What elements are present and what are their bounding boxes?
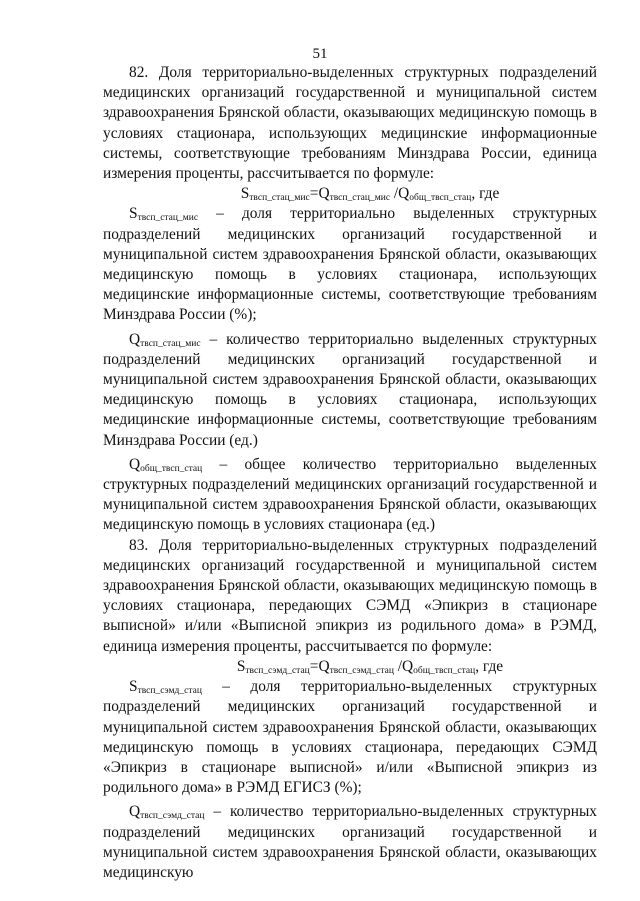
item-82-definition-q-total: $Q_{общ\_твсп\_стац}$ – общее количество территориально выделенных структурных подразделений медицинских организаций государственной и муниципальной систем здравоохранения Брянской области, оказывающих медицинскую помощь в условиях стационара (ед.) [103,455,597,534]
item-82-definition-s: $S_{твсп\_стац\_мис}$ – доля территориально выделенных структурных подразделений медицинских организаций государственной и муниципальной систем здравоохранения Брянской области, оказывающих медицинскую помощь в условиях стационара, использующих медицинские информационные системы, соответствующие требованиям Минздрава России (%); [103,205,597,324]
item-83-paragraph: 83. Доля территориально-выделенных структурных подразделений медицинских организаций государственной и муниципальной систем здравоохранения Брянской области, оказывающих медицинскую помощь в условиях стационара, передающих СЭМД «Эпикриз в стационаре выписной» и/или «Выписной эпикриз из родильного дома» в РЭМД, единица измерения проценты, рассчитывается по формуле: [103,536,597,655]
item-82-formula: $S_{твсп\_стац\_мис}=Q_{твсп\_стац\_мис}$ $/Q_{общ\_твсп\_стац}$, где [240,185,500,204]
item-82-definition-q: $Q_{твсп\_стац\_мис}$ – количество территориально выделенных структурных подразделений медицинских организаций государственной и муниципальной систем здравоохранения Брянской области, оказывающих медицинскую помощь в условиях стационара, использующих медицинские информационные системы, соответствующие требованиям Минздрава России (ед.) [103,330,597,449]
page-number: 51 [312,46,328,62]
item-83-formula: $S_{твсп\_сэмд\_стац}=Q_{твсп\_сэмд\_стац}$ $/Q_{общ\_твсп\_стац}$, где [236,657,504,676]
item-83-definition-s: $S_{твсп\_сэмд\_стац}$ – доля территориально-выделенных структурных подразделений медицинских организаций государственной и муниципальной систем здравоохранения Брянской области, оказывающих медицинскую помощь в условиях стационара, передающих СЭМД «Эпикриз в стационаре выписной» и/или «Выписной эпикриз из родильного дома» в РЭМД ЕГИСЗ (%); [103,678,597,797]
item-83-definition-q: $Q_{твсп\_сэмд\_стац}$ – количество территориально-выделенных структурных подразделений медицинских организаций государственной и муниципальной систем здравоохранения Брянской области, оказывающих медицинскую [103,803,597,881]
page-content [103,63,597,883]
item-82-paragraph: 82. Доля территориально-выделенных структурных подразделений медицинских организаций государственной и муниципальной систем здравоохранения Брянской области, оказывающих медицинскую помощь в условиях стационара, использующих медицинские информационные системы, соответствующие требованиям Минздрава России, единица измерения проценты, рассчитывается по формуле: [103,64,597,183]
